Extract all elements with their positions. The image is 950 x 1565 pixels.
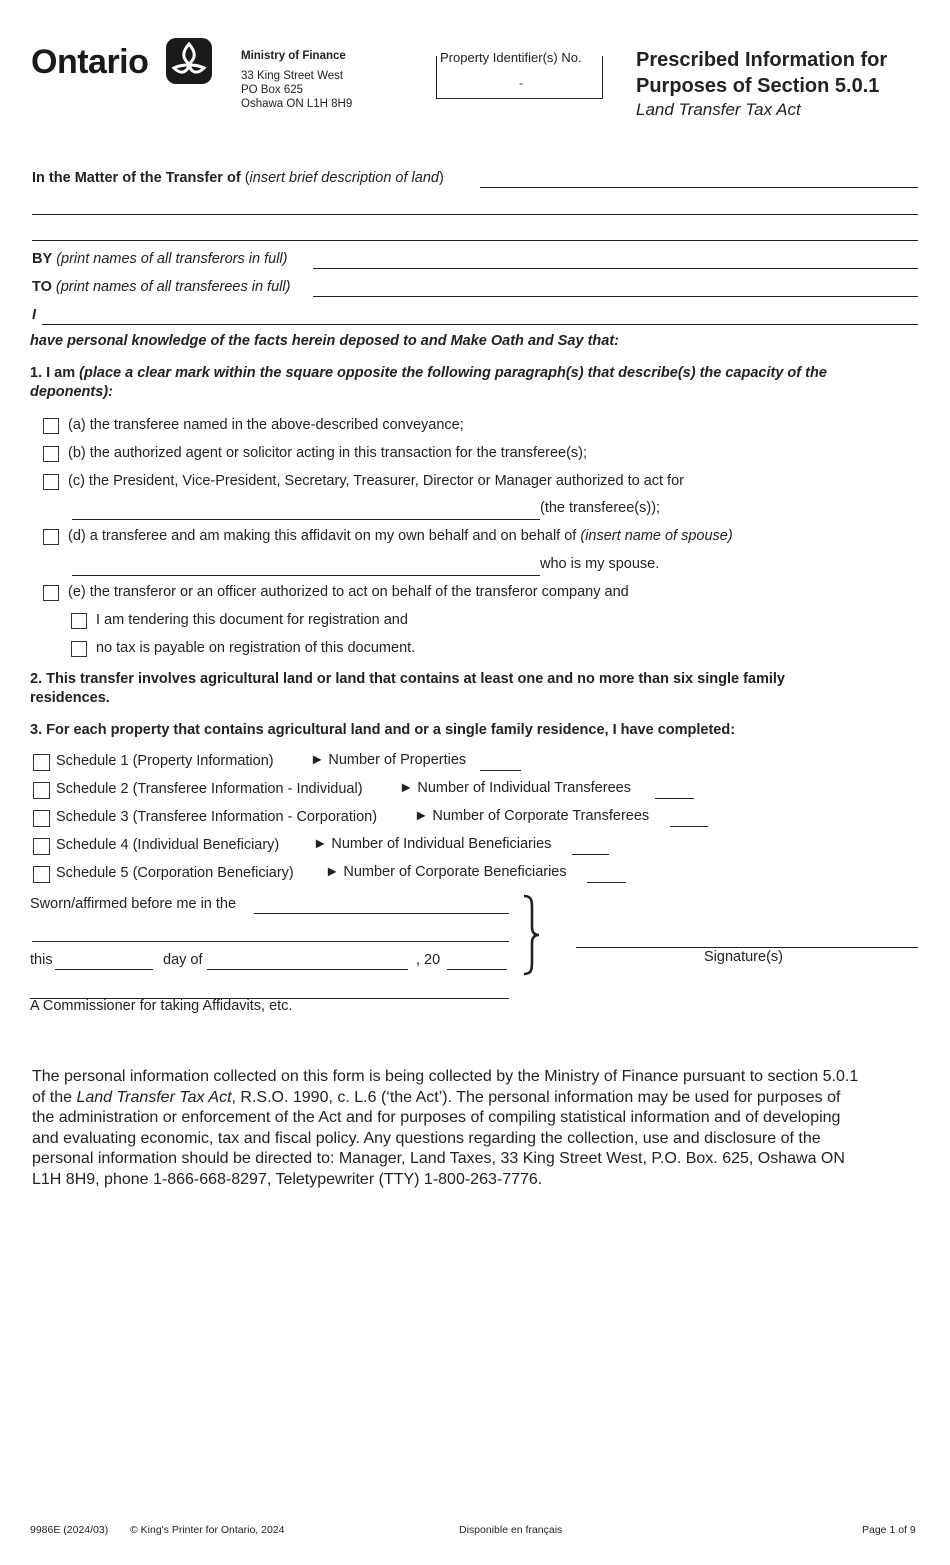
schedule3-checkbox[interactable] xyxy=(33,810,50,827)
schedule1-checkbox[interactable] xyxy=(33,754,50,771)
property-identifier-box[interactable] xyxy=(436,50,603,99)
schedule2-label: Schedule 2 (Transferee Information - Individual) xyxy=(56,781,363,797)
privacy-notice xyxy=(32,1067,922,1190)
by-label: BY (print names of all transferors in full) xyxy=(32,251,288,267)
schedule5-count-label: ► Number of Corporate Beneficiaries xyxy=(325,864,567,880)
section3-heading: 3. For each property that contains agricultural land and or a single family residence, I have completed: xyxy=(30,722,736,738)
deponent-label: I xyxy=(32,307,37,323)
schedule3-count-label: ► Number of Corporate Transferees xyxy=(414,808,650,824)
copyright: © King's Printer for Ontario, 2024 xyxy=(130,1524,285,1536)
ministry-name: Ministry of Finance xyxy=(241,50,346,62)
land-description-field-3[interactable] xyxy=(32,240,918,241)
property-identifier-label: Property Identifier(s) No. xyxy=(440,50,582,65)
schedule3-label: Schedule 3 (Transferee Information - Corporation) xyxy=(56,809,378,825)
page-number: Page 1 of 9 xyxy=(862,1524,916,1536)
option-e-text: (e) the transferor or an officer authorized to act on behalf of the transferor company and xyxy=(68,584,629,600)
checkbox-b[interactable] xyxy=(43,446,59,462)
schedule4-checkbox[interactable] xyxy=(33,838,50,855)
checkbox-a[interactable] xyxy=(43,418,59,434)
ministry-address-line1: 33 King Street West xyxy=(241,70,344,82)
schedule2-checkbox[interactable] xyxy=(33,782,50,799)
checkbox-e[interactable] xyxy=(43,585,59,601)
transferors-field[interactable] xyxy=(313,268,918,269)
privacy-line2: of the Land Transfer Tax Act, R.S.O. 1990, c. L.6 (‘the Act’). The personal information may be used for purposes of xyxy=(32,1088,841,1106)
this-label: this xyxy=(30,952,53,968)
schedule4-count-label: ► Number of Individual Beneficiaries xyxy=(313,836,552,852)
sworn-location-field-2[interactable] xyxy=(32,941,509,942)
deponent-name-field[interactable] xyxy=(42,324,918,325)
schedule2-count-label: ► Number of Individual Transferees xyxy=(399,780,631,796)
schedule4-count-field[interactable] xyxy=(572,854,609,855)
matter-label: In the Matter of the Transfer of (insert brief description of land) xyxy=(32,170,444,186)
schedule2-count-field[interactable] xyxy=(655,798,694,799)
option-d-suffix: who is my spouse. xyxy=(540,556,660,572)
land-description-field-1[interactable] xyxy=(480,187,918,188)
land-description-field-2[interactable] xyxy=(32,214,918,215)
checkbox-e-no-tax[interactable] xyxy=(71,641,87,657)
checkbox-d[interactable] xyxy=(43,529,59,545)
signature-label: Signature(s) xyxy=(704,949,783,965)
form-title-line2: Purposes of Section 5.0.1 xyxy=(636,75,880,97)
checkbox-c[interactable] xyxy=(43,474,59,490)
ministry-address-line3: Oshawa ON L1H 8H9 xyxy=(241,98,353,110)
oath-statement: have personal knowledge of the facts herein deposed to and Make Oath and Say that: xyxy=(30,333,619,349)
schedule1-count-field[interactable] xyxy=(480,770,521,771)
option-c-text: (c) the President, Vice-President, Secretary, Treasurer, Director or Manager authorized to act for xyxy=(68,473,684,489)
property-identifier-value: - xyxy=(519,76,523,90)
schedule5-checkbox[interactable] xyxy=(33,866,50,883)
logo-wordmark: Ontario xyxy=(31,43,149,81)
commissioner-label: A Commissioner for taking Affidavits, etc. xyxy=(30,998,293,1014)
schedule1-count-label: ► Number of Properties xyxy=(310,752,467,768)
schedule1-label: Schedule 1 (Property Information) xyxy=(56,753,274,769)
option-e2-text: no tax is payable on registration of this document. xyxy=(96,640,416,656)
section1-heading: 1. I am (place a clear mark within the square opposite the following paragraph(s) that describe(s) the capacity of the xyxy=(30,365,827,381)
schedule3-count-field[interactable] xyxy=(670,826,708,827)
option-a-text: (a) the transferee named in the above-described conveyance; xyxy=(68,417,464,433)
checkbox-e-tendering[interactable] xyxy=(71,613,87,629)
year-field[interactable] xyxy=(447,969,507,970)
schedule5-label: Schedule 5 (Corporation Beneficiary) xyxy=(56,865,294,881)
option-b-text: (b) the authorized agent or solicitor acting in this transaction for the transferee(s); xyxy=(68,445,588,461)
schedule5-count-field[interactable] xyxy=(587,882,626,883)
form-subtitle: Land Transfer Tax Act xyxy=(636,100,801,119)
day-of-label: day of xyxy=(163,952,203,968)
privacy-line5: personal information should be directed to: Manager, Land Taxes, 33 King Street West, P.O. Box. 625, Oshawa ON xyxy=(32,1150,845,1167)
year-prefix-label: , 20 xyxy=(416,952,441,968)
privacy-line3: the administration or enforcement of the Act and for purposes of compiling statistical information and of developing xyxy=(32,1109,841,1126)
ontario-logo xyxy=(31,38,216,88)
transferee-company-field[interactable] xyxy=(72,519,540,520)
brace-icon xyxy=(520,893,542,977)
privacy-line4: and evaluating economic, tax and fiscal policy. Any questions regarding the collection, use and disclosure of the xyxy=(32,1129,821,1147)
transferees-field[interactable] xyxy=(313,296,918,297)
to-label: TO (print names of all transferees in full) xyxy=(32,279,291,295)
deponent-signature-field[interactable] xyxy=(576,947,918,948)
section1-heading-cont: deponents): xyxy=(30,384,113,400)
privacy-line1: The personal information collected on this form is being collected by the Ministry of Finance pursuant to section 5.0.1 xyxy=(32,1068,859,1085)
ministry-address-line2: PO Box 625 xyxy=(241,84,304,96)
spouse-name-field[interactable] xyxy=(72,575,540,576)
schedule4-label: Schedule 4 (Individual Beneficiary) xyxy=(56,837,280,853)
option-e1-text: I am tendering this document for registration and xyxy=(96,612,408,628)
option-d-text: (d) a transferee and am making this affidavit on my own behalf and on behalf of (insert name of spouse) xyxy=(68,528,733,544)
french-availability: Disponible en français xyxy=(459,1524,563,1536)
day-field[interactable] xyxy=(55,969,153,970)
sworn-location-field-1[interactable] xyxy=(254,913,509,914)
trillium-icon xyxy=(166,38,212,84)
option-c-suffix: (the transferee(s)); xyxy=(540,500,661,516)
form-title-line1: Prescribed Information for xyxy=(636,49,888,71)
section2-line1: 2. This transfer involves agricultural land or land that contains at least one and no more than six single family xyxy=(30,671,785,687)
month-field[interactable] xyxy=(207,969,408,970)
section2-line2: residences. xyxy=(30,690,110,706)
sworn-label: Sworn/affirmed before me in the xyxy=(30,896,237,912)
privacy-line6: L1H 8H9, phone 1-866-668-8297, Teletypewriter (TTY) 1-800-263-7776. xyxy=(32,1170,543,1188)
form-number: 9986E (2024/03) xyxy=(30,1524,109,1536)
